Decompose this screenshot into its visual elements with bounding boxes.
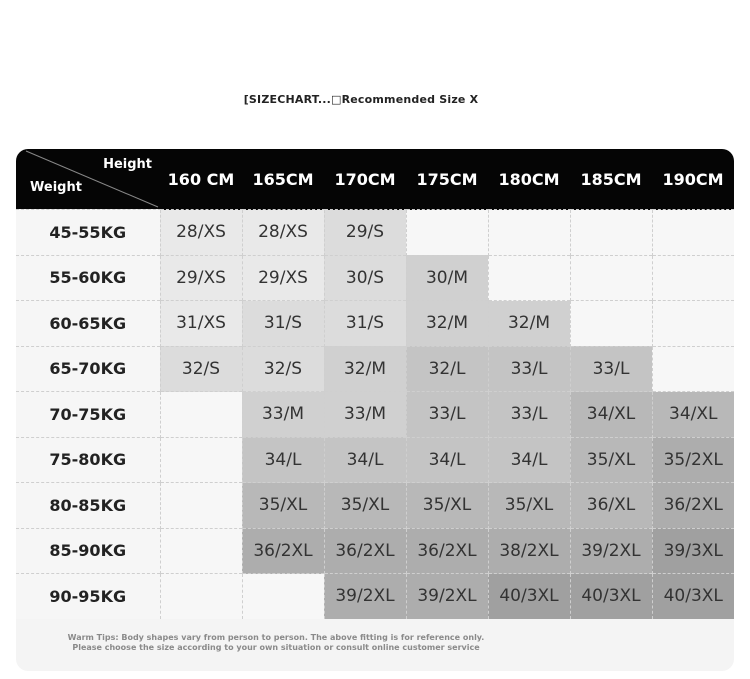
- row-label: 45-55KG: [16, 210, 160, 256]
- size-cell: 33/L: [488, 346, 570, 392]
- tips-line-1: Warm Tips: Body shapes vary from person to person. The above fitting is for reference only.: [67, 633, 485, 642]
- size-cell: 29/S: [324, 210, 406, 256]
- size-cell: [406, 210, 488, 256]
- table-body: [16, 210, 734, 619]
- size-cell: 38/2XL: [488, 528, 570, 574]
- size-cell: 36/2XL: [406, 528, 488, 574]
- column-header: 170CM: [324, 149, 406, 210]
- size-cell: 30/S: [324, 255, 406, 301]
- size-cell: 33/L: [406, 392, 488, 438]
- size-cell: 40/3XL: [570, 574, 652, 619]
- size-cell: 31/XS: [160, 301, 242, 347]
- size-cell: 32/S: [160, 346, 242, 392]
- size-cell: 33/L: [488, 392, 570, 438]
- size-cell: 31/S: [324, 301, 406, 347]
- size-cell: [160, 528, 242, 574]
- size-cell: 32/M: [324, 346, 406, 392]
- size-cell: 34/XL: [570, 392, 652, 438]
- table-row: [16, 437, 734, 483]
- column-header: 180CM: [488, 149, 570, 210]
- size-cell: 36/2XL: [652, 483, 734, 529]
- tips-line-2: Please choose the size according to your own situation or consult online customer service: [72, 643, 480, 652]
- column-header: 160 CM: [160, 149, 242, 210]
- table-row: [16, 574, 734, 619]
- size-cell: [488, 210, 570, 256]
- row-label: 55-60KG: [16, 255, 160, 301]
- row-label: 60-65KG: [16, 301, 160, 347]
- row-label: 85-90KG: [16, 528, 160, 574]
- size-cell: [652, 255, 734, 301]
- size-cell: 39/2XL: [570, 528, 652, 574]
- column-header: 175CM: [406, 149, 488, 210]
- row-label: 80-85KG: [16, 483, 160, 529]
- size-cell: 34/L: [324, 437, 406, 483]
- table-row: [16, 301, 734, 347]
- size-cell: 39/2XL: [324, 574, 406, 619]
- size-cell: [160, 483, 242, 529]
- corner-header: [16, 149, 160, 210]
- size-cell: 28/XS: [242, 210, 324, 256]
- size-cell: 35/XL: [488, 483, 570, 529]
- table-row: [16, 346, 734, 392]
- column-header: 185CM: [570, 149, 652, 210]
- size-cell: 34/L: [406, 437, 488, 483]
- size-cell: 34/L: [488, 437, 570, 483]
- size-cell: 40/3XL: [652, 574, 734, 619]
- size-table: [16, 149, 734, 619]
- size-cell: [570, 255, 652, 301]
- table-row: [16, 255, 734, 301]
- size-cell: 32/S: [242, 346, 324, 392]
- size-cell: [160, 392, 242, 438]
- size-cell: 29/XS: [242, 255, 324, 301]
- table-row: [16, 528, 734, 574]
- weight-label: Weight: [30, 180, 82, 195]
- size-chart-title: [SIZECHART...□Recommended Size X: [243, 93, 479, 106]
- size-cell: 39/2XL: [406, 574, 488, 619]
- size-cell: [160, 437, 242, 483]
- row-label: 65-70KG: [16, 346, 160, 392]
- size-cell: [570, 210, 652, 256]
- column-header: 165CM: [242, 149, 324, 210]
- table-row: [16, 210, 734, 256]
- row-label: 90-95KG: [16, 574, 160, 619]
- size-cell: [160, 574, 242, 619]
- size-cell: 32/L: [406, 346, 488, 392]
- size-cell: 34/L: [242, 437, 324, 483]
- size-cell: 34/XL: [652, 392, 734, 438]
- size-cell: 35/XL: [242, 483, 324, 529]
- size-cell: 29/XS: [160, 255, 242, 301]
- size-chart-card: [16, 149, 734, 671]
- size-cell: 35/XL: [406, 483, 488, 529]
- size-cell: 30/M: [406, 255, 488, 301]
- size-cell: 33/L: [570, 346, 652, 392]
- size-cell: 33/M: [242, 392, 324, 438]
- size-cell: 39/3XL: [652, 528, 734, 574]
- warm-tips: [16, 633, 536, 653]
- size-cell: 36/XL: [570, 483, 652, 529]
- size-cell: 31/S: [242, 301, 324, 347]
- size-cell: 36/2XL: [242, 528, 324, 574]
- size-cell: 36/2XL: [324, 528, 406, 574]
- size-cell: 32/M: [488, 301, 570, 347]
- size-cell: 35/2XL: [652, 437, 734, 483]
- row-label: 75-80KG: [16, 437, 160, 483]
- row-label: 70-75KG: [16, 392, 160, 438]
- size-cell: [570, 301, 652, 347]
- table-row: [16, 392, 734, 438]
- size-cell: [652, 210, 734, 256]
- size-cell: 33/M: [324, 392, 406, 438]
- header-row: [16, 149, 734, 210]
- height-label: Height: [103, 157, 152, 172]
- size-cell: [652, 346, 734, 392]
- size-cell: [488, 255, 570, 301]
- size-cell: 35/XL: [324, 483, 406, 529]
- table-row: [16, 483, 734, 529]
- size-cell: 32/M: [406, 301, 488, 347]
- size-cell: 28/XS: [160, 210, 242, 256]
- size-cell: 40/3XL: [488, 574, 570, 619]
- size-cell: [242, 574, 324, 619]
- size-cell: [652, 301, 734, 347]
- size-cell: 35/XL: [570, 437, 652, 483]
- column-header: 190CM: [652, 149, 734, 210]
